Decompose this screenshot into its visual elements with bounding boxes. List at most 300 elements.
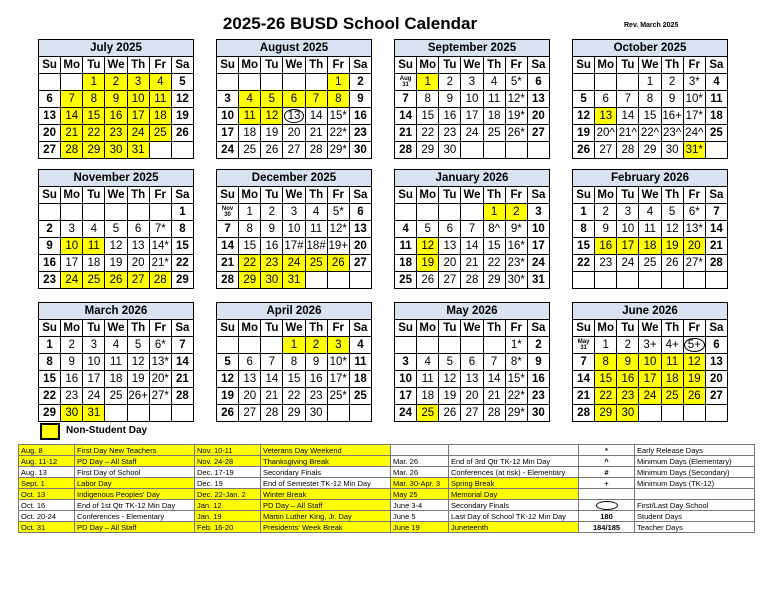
day-cell <box>505 142 527 159</box>
day-cell <box>239 337 261 354</box>
event-cell: Jan. 12 <box>195 500 261 511</box>
day-cell: 21* <box>149 255 171 272</box>
month-march-2026 <box>38 302 194 422</box>
day-cell: 8 <box>327 91 349 108</box>
day-cell <box>705 405 727 422</box>
day-cell: 29 <box>171 272 193 289</box>
day-cell: 10 <box>617 221 639 238</box>
day-cell <box>683 405 705 422</box>
day-cell: 10 <box>127 91 149 108</box>
weekday-header: We <box>639 187 661 204</box>
day-cell: 30 <box>661 142 683 159</box>
day-cell: 19+ <box>327 238 349 255</box>
day-cell: 13 <box>349 221 371 238</box>
day-cell: 7 <box>617 91 639 108</box>
day-cell: 4 <box>483 74 505 91</box>
day-cell: 1* <box>505 337 527 354</box>
event-cell: Feb. 16-20 <box>195 522 261 533</box>
day-cell: 2 <box>39 221 61 238</box>
weekday-header: Tu <box>617 320 639 337</box>
weekday-header: Sa <box>171 187 193 204</box>
day-cell: 7 <box>261 354 283 371</box>
event-cell: End of Semester TK-12 Min Day <box>261 478 391 489</box>
day-cell: 22 <box>39 388 61 405</box>
weekday-header: Fr <box>149 187 171 204</box>
day-cell: 13 <box>239 371 261 388</box>
event-row <box>19 467 755 478</box>
day-cell: 18 <box>639 238 661 255</box>
weekday-header: Th <box>661 57 683 74</box>
day-cell <box>239 74 261 91</box>
day-cell: 3 <box>61 221 83 238</box>
day-cell: 30 <box>527 405 549 422</box>
weekday-header: Su <box>395 57 417 74</box>
day-cell: 1 <box>83 74 105 91</box>
weekday-header: Fr <box>327 187 349 204</box>
event-cell: Memorial Day <box>449 489 579 500</box>
month-may-2026 <box>394 302 550 422</box>
weekday-header: Mo <box>417 57 439 74</box>
day-cell: 11 <box>395 238 417 255</box>
day-cell: 14 <box>305 108 327 125</box>
day-cell <box>283 74 305 91</box>
day-cell: 18 <box>417 388 439 405</box>
day-cell: 6* <box>683 204 705 221</box>
day-cell: 28 <box>705 255 727 272</box>
day-cell: 3 <box>617 204 639 221</box>
day-cell: 25 <box>149 125 171 142</box>
day-cell: 25 <box>105 388 127 405</box>
day-cell: 21 <box>573 388 595 405</box>
event-cell: Aug. 11-12 <box>19 456 75 467</box>
day-cell: 27 <box>239 405 261 422</box>
day-cell: 9 <box>61 354 83 371</box>
day-cell: 12 <box>573 108 595 125</box>
weekday-header: Su <box>217 57 239 74</box>
day-cell: 17 <box>127 108 149 125</box>
day-cell: 8 <box>283 354 305 371</box>
day-cell: 12 <box>105 238 127 255</box>
month-title: August 2025 <box>217 40 372 57</box>
day-cell: 21 <box>705 238 727 255</box>
event-cell: Mar. 26 <box>391 467 449 478</box>
day-cell: 23 <box>617 388 639 405</box>
day-cell: 25 <box>239 142 261 159</box>
day-cell: 15 <box>171 238 193 255</box>
month-june-2026 <box>572 302 728 422</box>
day-cell: 23^ <box>661 125 683 142</box>
day-cell: 4 <box>305 204 327 221</box>
day-cell: 10* <box>683 91 705 108</box>
day-cell: 11 <box>705 91 727 108</box>
day-cell: 17 <box>639 371 661 388</box>
day-cell: 12 <box>217 371 239 388</box>
day-cell: 8 <box>639 91 661 108</box>
day-cell <box>617 74 639 91</box>
day-cell: 29 <box>283 405 305 422</box>
day-cell <box>327 272 349 289</box>
event-cell <box>391 445 449 456</box>
day-cell: 8 <box>417 91 439 108</box>
day-cell: 7 <box>461 221 483 238</box>
day-cell: 24 <box>283 255 305 272</box>
day-cell: 15 <box>573 238 595 255</box>
day-cell: 10 <box>61 238 83 255</box>
day-cell: 20 <box>239 388 261 405</box>
weekday-header: Fr <box>683 57 705 74</box>
day-cell <box>83 204 105 221</box>
day-cell: 21 <box>483 388 505 405</box>
day-cell: 24 <box>127 125 149 142</box>
day-cell: 28 <box>261 405 283 422</box>
event-cell: ^ <box>579 456 635 467</box>
month-september-2025 <box>394 39 550 159</box>
event-cell: Labor Day <box>75 478 195 489</box>
day-cell: 27 <box>527 125 549 142</box>
weekday-header: Th <box>127 320 149 337</box>
event-cell: Thanksgiving Break <box>261 456 391 467</box>
day-cell: 24 <box>617 255 639 272</box>
day-cell: 26 <box>171 125 193 142</box>
day-cell: 5 <box>439 354 461 371</box>
event-row <box>19 522 755 533</box>
day-cell: 22* <box>327 125 349 142</box>
day-cell <box>439 337 461 354</box>
day-cell: 23 <box>439 125 461 142</box>
event-cell: First Day New Teachers <box>75 445 195 456</box>
day-cell: 9 <box>261 221 283 238</box>
day-cell: 20^ <box>595 125 617 142</box>
event-cell: Martin Luther King, Jr. Day <box>261 511 391 522</box>
day-cell: 15 <box>417 108 439 125</box>
event-row <box>19 500 755 511</box>
day-cell: 2 <box>617 337 639 354</box>
day-cell: 28 <box>61 142 83 159</box>
day-cell: 15 <box>283 371 305 388</box>
day-cell: 23 <box>305 388 327 405</box>
day-cell: 2 <box>105 74 127 91</box>
day-cell <box>617 272 639 289</box>
day-cell: 19 <box>171 108 193 125</box>
day-cell: 14 <box>461 238 483 255</box>
day-cell: 8 <box>573 221 595 238</box>
day-cell: 2 <box>527 337 549 354</box>
weekday-header: We <box>105 57 127 74</box>
day-cell: 25 <box>417 405 439 422</box>
day-cell: 29 <box>639 142 661 159</box>
day-cell: 1 <box>171 204 193 221</box>
weekday-header: Mo <box>417 187 439 204</box>
event-cell: Minimum Days (Elementary) <box>635 456 755 467</box>
day-cell <box>305 74 327 91</box>
weekday-header: Th <box>661 187 683 204</box>
day-cell <box>573 74 595 91</box>
day-cell: 18 <box>661 371 683 388</box>
weekday-header: Mo <box>61 320 83 337</box>
day-cell: 4 <box>105 337 127 354</box>
day-cell: 4 <box>83 221 105 238</box>
day-cell: 11 <box>149 91 171 108</box>
day-cell: 5 <box>261 91 283 108</box>
day-cell <box>149 204 171 221</box>
day-cell: 30 <box>105 142 127 159</box>
day-cell: 26 <box>661 255 683 272</box>
day-cell: 4 <box>349 337 371 354</box>
day-cell: 24 <box>639 388 661 405</box>
day-cell: 20 <box>683 238 705 255</box>
day-cell: 21 <box>171 371 193 388</box>
day-cell: 30 <box>61 405 83 422</box>
day-cell: 17 <box>527 238 549 255</box>
day-cell <box>573 337 595 354</box>
day-cell: 19 <box>127 371 149 388</box>
day-cell: 24^ <box>683 125 705 142</box>
day-cell: 21 <box>61 125 83 142</box>
day-cell: 5 <box>661 204 683 221</box>
day-cell: 26 <box>105 272 127 289</box>
event-cell: Last Day of School TK-12 Min Day <box>449 511 579 522</box>
day-cell <box>127 405 149 422</box>
day-cell: 19 <box>661 238 683 255</box>
day-cell: 19* <box>505 108 527 125</box>
day-cell: 6 <box>439 221 461 238</box>
day-cell <box>461 204 483 221</box>
prev-month-day: 31 <box>580 345 587 351</box>
weekday-header: We <box>105 320 127 337</box>
day-cell: 7 <box>705 204 727 221</box>
day-cell: 15 <box>595 371 617 388</box>
day-cell <box>127 204 149 221</box>
event-cell: Conferences (at risk) - Elementary <box>449 467 579 478</box>
day-cell: 28 <box>617 142 639 159</box>
day-cell: 18 <box>705 108 727 125</box>
day-cell: 12 <box>683 354 705 371</box>
event-cell: Dec. 22-Jan. 2 <box>195 489 261 500</box>
day-cell: 5 <box>171 74 193 91</box>
day-cell: 13 <box>39 108 61 125</box>
event-cell: Aug. 13 <box>19 467 75 478</box>
day-cell <box>149 142 171 159</box>
weekday-header: Sa <box>171 320 193 337</box>
day-cell: 22^ <box>639 125 661 142</box>
day-cell: 16 <box>61 371 83 388</box>
day-cell: 9* <box>505 221 527 238</box>
month-title: July 2025 <box>39 40 194 57</box>
day-cell: 18 <box>105 371 127 388</box>
weekday-header: Sa <box>527 187 549 204</box>
day-cell: 12 <box>439 371 461 388</box>
day-cell: 3 <box>83 337 105 354</box>
day-cell: 20 <box>127 255 149 272</box>
month-title: February 2026 <box>573 170 728 187</box>
day-cell: 29 <box>595 405 617 422</box>
weekday-header: Fr <box>505 320 527 337</box>
day-cell <box>217 74 239 91</box>
day-cell: 1 <box>417 74 439 91</box>
weekday-header: Sa <box>527 320 549 337</box>
day-cell <box>661 405 683 422</box>
event-cell: June 5 <box>391 511 449 522</box>
weekday-header: Mo <box>61 187 83 204</box>
weekday-header: Mo <box>239 57 261 74</box>
day-cell: 6 <box>349 204 371 221</box>
day-cell <box>217 204 239 221</box>
event-row <box>19 478 755 489</box>
day-cell: 6 <box>705 337 727 354</box>
day-cell <box>105 405 127 422</box>
day-cell: 3 <box>461 74 483 91</box>
prev-month-label: Aug <box>399 76 412 82</box>
day-cell <box>683 272 705 289</box>
event-cell: End of 3rd Qtr TK-12 Min Day <box>449 456 579 467</box>
day-cell: 4 <box>639 204 661 221</box>
event-cell: Nov. 10-11 <box>195 445 261 456</box>
day-cell: 9 <box>527 354 549 371</box>
day-cell: 12 <box>171 91 193 108</box>
day-cell: 4 <box>239 91 261 108</box>
day-cell: 11 <box>661 354 683 371</box>
weekday-header: Tu <box>261 57 283 74</box>
day-cell: 15 <box>39 371 61 388</box>
weekday-header: Su <box>573 320 595 337</box>
month-december-2025 <box>216 169 372 289</box>
weekday-header: Mo <box>595 320 617 337</box>
day-cell <box>171 405 193 422</box>
day-cell: 8 <box>171 221 193 238</box>
weekday-header: Th <box>661 320 683 337</box>
day-cell: 19 <box>417 255 439 272</box>
day-cell: 31 <box>283 272 305 289</box>
day-cell: 18 <box>239 125 261 142</box>
weekday-header: Fr <box>327 320 349 337</box>
day-cell: 30 <box>261 272 283 289</box>
month-title: November 2025 <box>39 170 194 187</box>
day-cell: 29* <box>327 142 349 159</box>
day-cell: 26 <box>261 142 283 159</box>
day-cell <box>261 74 283 91</box>
day-cell: 9 <box>39 238 61 255</box>
day-cell: 15 <box>239 238 261 255</box>
day-cell: 17 <box>617 238 639 255</box>
non-student-day-swatch <box>40 423 60 440</box>
day-cell: 20 <box>705 371 727 388</box>
day-cell: 2 <box>505 204 527 221</box>
day-cell: 9 <box>661 91 683 108</box>
day-cell: 16 <box>527 371 549 388</box>
weekday-header: Mo <box>595 187 617 204</box>
day-cell: 3 <box>327 337 349 354</box>
day-cell <box>417 204 439 221</box>
weekday-header: Sa <box>527 57 549 74</box>
day-cell: 26 <box>683 388 705 405</box>
weekday-header: Su <box>39 187 61 204</box>
event-cell: Oct. 16 <box>19 500 75 511</box>
weekday-header: Tu <box>439 57 461 74</box>
weekday-header: We <box>461 57 483 74</box>
day-cell: 12* <box>327 221 349 238</box>
weekday-header: We <box>461 187 483 204</box>
day-cell: 5 <box>573 91 595 108</box>
day-cell: 8^ <box>483 221 505 238</box>
weekday-header: Tu <box>83 187 105 204</box>
day-cell: 14 <box>395 108 417 125</box>
day-cell: 12 <box>417 238 439 255</box>
day-cell: 25 <box>395 272 417 289</box>
day-cell <box>483 337 505 354</box>
event-cell: May 25 <box>391 489 449 500</box>
event-cell: Secondary Finals <box>449 500 579 511</box>
day-cell: 18 <box>395 255 417 272</box>
month-april-2026 <box>216 302 372 422</box>
day-cell: 11 <box>305 221 327 238</box>
weekday-header: Th <box>305 320 327 337</box>
day-cell: 5* <box>327 204 349 221</box>
day-cell: 22 <box>417 125 439 142</box>
month-title: September 2025 <box>395 40 550 57</box>
event-cell: Student Days <box>635 511 755 522</box>
event-cell: Conferences - Elementary <box>75 511 195 522</box>
day-cell: 15 <box>639 108 661 125</box>
event-cell: PD Day – All Staff <box>75 456 195 467</box>
day-cell: 27 <box>283 142 305 159</box>
weekday-header: Mo <box>239 320 261 337</box>
day-cell: 23 <box>261 255 283 272</box>
day-cell: 14* <box>149 238 171 255</box>
day-cell: 1 <box>639 74 661 91</box>
day-cell: 1 <box>595 337 617 354</box>
weekday-header: Tu <box>261 320 283 337</box>
day-cell: 3 <box>395 354 417 371</box>
day-cell: 1 <box>483 204 505 221</box>
day-cell: 13 <box>595 108 617 125</box>
day-cell: 22 <box>83 125 105 142</box>
event-cell: PD Day – All Staff <box>75 522 195 533</box>
day-cell: 12 <box>661 221 683 238</box>
event-cell: Secondary Finals <box>261 467 391 478</box>
event-cell: PD Day – All Staff <box>261 500 391 511</box>
weekday-header: Fr <box>683 187 705 204</box>
day-cell <box>105 204 127 221</box>
day-cell: 15 <box>483 238 505 255</box>
day-cell: 21 <box>261 388 283 405</box>
weekday-header: Th <box>305 57 327 74</box>
day-cell: 30 <box>617 405 639 422</box>
weekday-header: Sa <box>349 57 371 74</box>
day-cell: 13* <box>683 221 705 238</box>
day-cell: 28 <box>149 272 171 289</box>
event-cell: Aug. 8 <box>19 445 75 456</box>
day-cell: 17 <box>83 371 105 388</box>
day-cell: 26+ <box>127 388 149 405</box>
month-title: March 2026 <box>39 303 194 320</box>
day-cell: 14 <box>61 108 83 125</box>
day-cell: 27* <box>683 255 705 272</box>
day-cell <box>283 108 305 125</box>
day-cell: 2 <box>661 74 683 91</box>
day-cell: 5 <box>127 337 149 354</box>
event-cell <box>579 500 635 511</box>
weekday-header: Sa <box>705 57 727 74</box>
day-cell: 6 <box>595 91 617 108</box>
weekday-header: Mo <box>595 57 617 74</box>
weekday-header: Fr <box>327 57 349 74</box>
day-cell: 24 <box>83 388 105 405</box>
event-row <box>19 511 755 522</box>
day-cell: 29 <box>83 142 105 159</box>
day-cell: 24 <box>395 405 417 422</box>
day-cell: 2 <box>61 337 83 354</box>
day-cell: 13 <box>705 354 727 371</box>
